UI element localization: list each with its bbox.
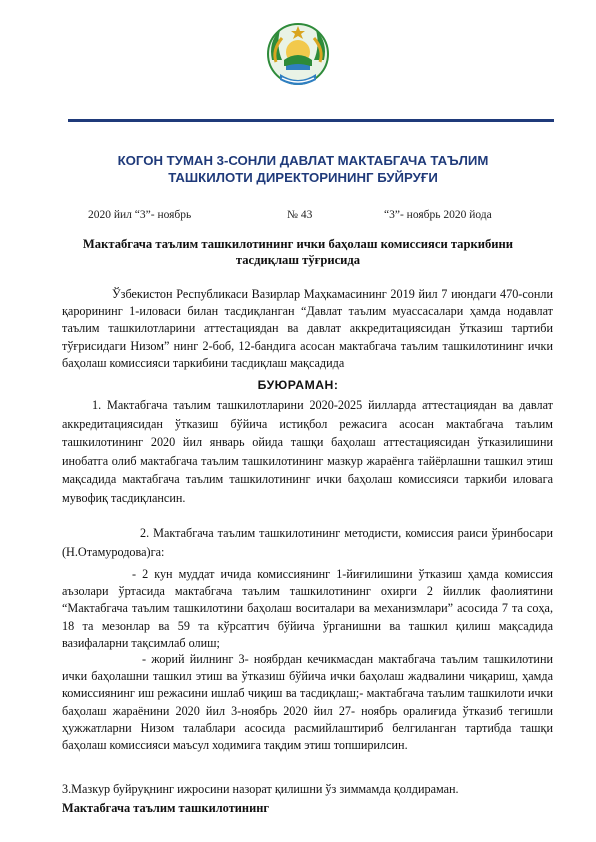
order-date-left: 2020 йил “3”- ноябрь (88, 209, 192, 221)
intro-paragraph: Ўзбекистон Республикаси Вазирлар Маҳкамасининг 2019 йил 7 июндаги 470-сонли қарорининг 1-иловаси билан тасдиқланган “Давлат таълим муассасалари ҳамда нодавлат таълим ташкилотларини аттестациядан ва давлат аккредитациясидан ўтказиш тартиби тўғрисидаги Низом” нинг 2-боб, 12-бандига асосан мактабгача таълим ташкилотининг ички баҳолаш комиссияси таркибини тасдиқлаш мақсадида (62, 287, 553, 370)
state-emblem-icon (262, 20, 334, 90)
document-title: Мактабгача таълим ташкилотининг ички баҳолаш комиссияси таркибини тасдиқлаш тўғрисида (82, 237, 514, 267)
item-1-paragraph: 1. Мактабгача таълим ташкилотларини 2020-2025 йилларда аттестациядан ва давлат аккредитациясидан ўтказиш бўйича истиқбол режасига асосан мактабгача таълим ташкилотининг 2020 йил январь ойида ташқи баҳолаш аттестациясидан ўтказилишини инобатга олиб мактабгача таълим ташкилотининг мазкур жараёнга тайёрлашни ташкил этиш мақсадида мактабгача таълим ташкилотининг ички баҳолаш комиссияси таркиби иловага мувофиқ тасдиқлансин. (62, 398, 553, 505)
item-2-paragraph: 2. Мактабгача таълим ташкилотининг методисти, комиссия раиси ўринбосари (Н.Отамуродова)га: (62, 526, 553, 559)
order-date-right: “3”- ноябрь 2020 йода (384, 209, 492, 221)
item-2-subpoint-1: - 2 кун муддат ичида комиссиянинг 1-йиғилишини ўтказиш ҳамда комиссия аъзолари ўртасида мактабгача таълим ташкилотининг охирги 2 йиллик фаолиятини “Мактабгача таълим ташкилотини баҳолаш воситалари ва механизмлари” асосида 7 та соҳа, 18 та мезонлар ва 59 та кўрсатгич бўйича ўрганишни ва ташкил қилиш мақсадида вазифаларни тақсимлаб олиш; (62, 567, 553, 650)
order-number: № 43 (287, 209, 313, 221)
item-2-subpoint-2: - жорий йилнинг 3- ноябрдан кечикмасдан мактабгача таълим ташкилотини ички баҳолашни ташкил этиш ва ўтказиш бўйича ички баҳолаш жадвалини чиқариш, ҳамда комиссиянинг иш режасини ишлаб чиқиш ва тасдиқлаш;- мактабгача таълим ташкилоти ички баҳолаш жараёнини 2020 йил 3-ноябрь 2020 йил 27- ноябрь оралиғида ўтказиб тегишли ҳужжатларни Низом талаблари асосида расмийлаштириб белгиланган тартибда ташқи баҳолаш комиссияси маъсул ходимига тақдим этиш топширилсин. (62, 652, 553, 753)
signature-line: Мактабгача таълим ташкилотининг (62, 801, 269, 815)
decree-heading: БУЮРАМАН: (257, 378, 339, 392)
header-rule (68, 119, 554, 122)
org-line-2: ТАШКИЛОТИ ДИРЕКТОРИНИНГ БУЙРУҒИ (168, 170, 438, 185)
organization-heading (60, 152, 546, 186)
item-3-paragraph: 3.Мазкур буйруқнинг ижросини назорат қилишни ўз зиммамда қолдираман. (62, 782, 459, 796)
org-line-1: КОГОН ТУМАН 3-СОНЛИ ДАВЛАТ МАКТАБГАЧА ТАЪЛИМ (117, 153, 489, 168)
